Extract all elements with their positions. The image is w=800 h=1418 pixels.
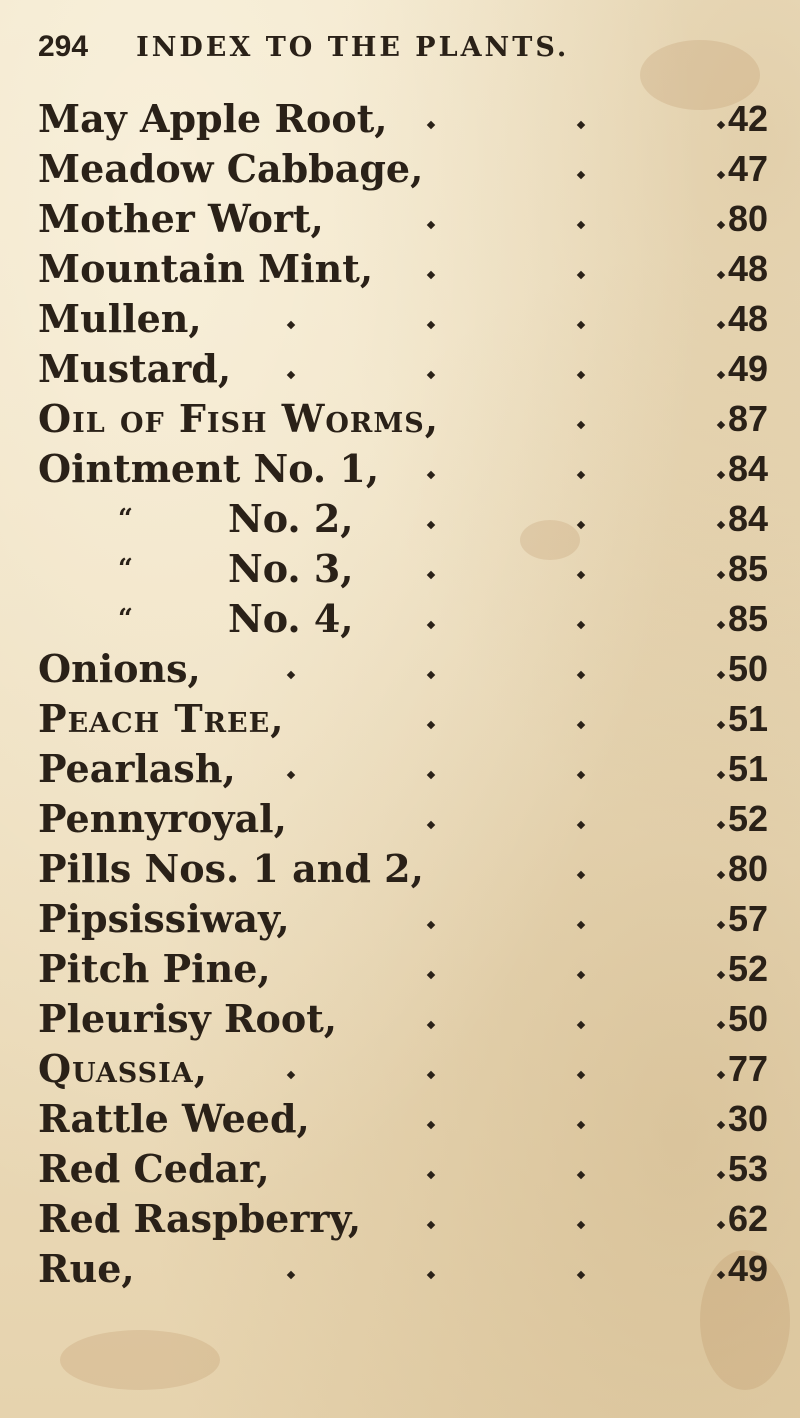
entry-label: No. 2, [228,496,354,541]
entry-label: No. 3, [228,546,354,591]
leader-dot [427,1121,435,1129]
page-reference: 84 [727,498,768,539]
page-reference: 49 [727,1248,768,1289]
leader-dot [577,321,585,329]
entry-label: Red Raspberry, [38,1196,362,1241]
page-reference: 57 [727,898,768,939]
leader-dot [427,1021,435,1029]
leader-dot [427,271,435,279]
page-reference: 51 [727,748,768,789]
page-reference: 52 [727,798,768,839]
page-reference: 48 [727,248,768,289]
leader-dot [427,621,435,629]
index-entry [38,794,768,844]
entry-label: Mustard, [38,346,232,391]
leader-dot [577,771,585,779]
leader-dot [427,521,435,529]
page-reference: 87 [727,398,768,439]
index-entry [38,844,768,894]
entry-label: Mullen, [38,296,202,341]
leader-dot [427,721,435,729]
leader-dot [577,371,585,379]
entry-label: Mother Wort, [38,196,324,241]
leader-dot [577,1121,585,1129]
entry-label: Pills Nos. 1 and 2, [38,846,424,891]
leader-dot [427,571,435,579]
leader-dot [577,471,585,479]
index-entry [38,994,768,1044]
leader-dot [287,371,295,379]
leader-dot [577,121,585,129]
entry-label: Red Cedar, [38,1146,270,1191]
leader-dot [287,1071,295,1079]
entry-label: Pearlash, [38,746,236,791]
page-reference: 49 [727,348,768,389]
page-reference: 84 [727,448,768,489]
leader-dot [577,521,585,529]
entry-label: Oil of Fish Worms, [38,396,439,441]
leader-dot [577,171,585,179]
leader-dot [577,971,585,979]
leader-dot [427,971,435,979]
index-entries [38,94,768,1294]
index-entry [38,194,768,244]
ditto-mark: “ [118,504,133,534]
leader-dot [577,421,585,429]
page-header [38,30,758,80]
leader-dot [427,471,435,479]
leader-dot [427,921,435,929]
entry-label: Meadow Cabbage, [38,146,424,191]
entry-label: Pennyroyal, [38,796,287,841]
dot-leaders [38,1244,688,1294]
leader-dot [577,721,585,729]
index-entry [38,1194,768,1244]
leader-dot [427,1271,435,1279]
page-reference: 80 [727,848,768,889]
running-title: INDEX TO THE PLANTS. [136,32,570,63]
entry-label: Pipsissiway, [38,896,290,941]
entry-label: Rue, [38,1246,135,1291]
leader-dot [577,921,585,929]
page-reference: 42 [727,98,768,139]
index-entry [38,1244,768,1294]
leader-dot [427,1071,435,1079]
ditto-mark: “ [118,604,133,634]
index-entry [38,144,768,194]
leader-dot [427,1171,435,1179]
leader-dot [287,1271,295,1279]
leader-dot [287,321,295,329]
index-entry [38,594,768,644]
leader-dot [287,771,295,779]
leader-dot [577,1071,585,1079]
index-entry [38,94,768,144]
index-entry [38,444,768,494]
leader-dot [577,1271,585,1279]
ditto-mark: “ [118,554,133,584]
entry-label: May Apple Root, [38,96,388,141]
page-reference: 30 [727,1098,768,1139]
entry-label: Pitch Pine, [38,946,271,991]
page-reference: 48 [727,298,768,339]
index-entry [38,1094,768,1144]
leader-dot [577,271,585,279]
entry-label: Peach Tree, [38,696,285,741]
entry-label: Onions, [38,646,201,691]
entry-label: Pleurisy Root, [38,996,338,1041]
leader-dot [577,821,585,829]
leader-dot [577,571,585,579]
leader-dot [577,671,585,679]
index-entry [38,894,768,944]
page-reference: 53 [727,1148,768,1189]
index-entry [38,244,768,294]
index-entry [38,1044,768,1094]
page-reference: 50 [727,648,768,689]
leader-dot [287,671,295,679]
entry-label: Mountain Mint, [38,246,374,291]
index-entry [38,1144,768,1194]
page-reference: 51 [727,698,768,739]
leader-dot [577,1171,585,1179]
leader-dot [577,1221,585,1229]
leader-dot [427,371,435,379]
leader-dot [577,871,585,879]
index-entry [38,344,768,394]
leader-dot [427,221,435,229]
page-reference: 50 [727,998,768,1039]
page-reference: 85 [727,598,768,639]
leader-dot [427,821,435,829]
index-entry [38,394,768,444]
entry-label: Ointment No. 1, [38,446,380,491]
leader-dot [427,1221,435,1229]
entry-label: Quassia, [38,1046,208,1091]
index-entry [38,644,768,694]
leader-dot [577,621,585,629]
page-reference: 85 [727,548,768,589]
page-reference: 52 [727,948,768,989]
index-entry [38,744,768,794]
leader-dot [577,221,585,229]
leader-dot [427,771,435,779]
leader-dot [427,321,435,329]
index-entry [38,494,768,544]
index-entry [38,544,768,594]
page-reference: 80 [727,198,768,239]
page-reference: 62 [727,1198,768,1239]
page-reference: 47 [727,148,768,189]
paper-stain [60,1330,220,1390]
page-reference: 77 [727,1048,768,1089]
entry-label: Rattle Weed, [38,1096,310,1141]
page-number: 294 [38,30,89,63]
index-entry [38,294,768,344]
index-entry [38,694,768,744]
leader-dot [577,1021,585,1029]
leader-dot [427,671,435,679]
leader-dot [427,121,435,129]
entry-label: No. 4, [228,596,354,641]
index-entry [38,944,768,994]
